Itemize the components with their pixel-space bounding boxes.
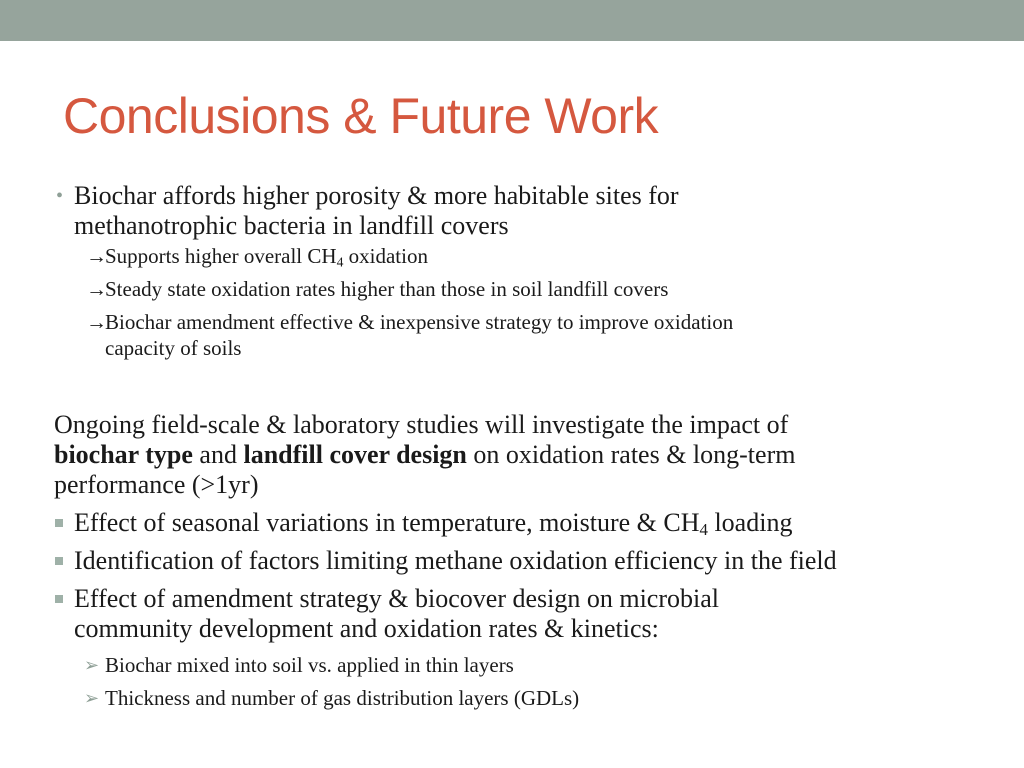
ongoing-paragraph: Ongoing field-scale & laboratory studies will investigate the impact of biochar type and landfill cover design on oxidation rates & long-term performance (>1yr) [54, 410, 796, 499]
list-item: Effect of amendment strategy & biocover design on microbial community development and oxidation rates & kinetics: [54, 584, 1014, 644]
list-sub-item: ➢ Biochar mixed into soil vs. applied in thin layers [84, 653, 514, 677]
sub-bullet-steady-state: → Steady state oxidation rates higher than those in soil landfill covers [86, 277, 669, 301]
bullet-biochar: • Biochar affords higher porosity & more habitable sites for methanotrophic bacteria in landfill covers → Supports higher overall $CH_4$ oxidation → Steady state oxidation rates higher than those in soil landfill covers → Biochar amendment effective & inexpensive strategy to improve oxidation capacity of soils [56, 181, 996, 361]
sub-bullet-amendment: → Biochar amendment effective & inexpensive strategy to improve oxidation capacity of soils [86, 310, 734, 360]
slide-title: Conclusions & Future Work [63, 88, 659, 144]
list-item: Identification of factors limiting methane oxidation efficiency in the field [54, 546, 1014, 576]
sub-bullet-ch4: → Supports higher overall $CH_4$ oxidation [86, 244, 428, 270]
top-bar [0, 0, 1024, 41]
chevron-right-icon: ➢ [84, 688, 100, 708]
right-arrow-icon: → [86, 244, 107, 268]
bullet-dot-icon: • [56, 185, 64, 207]
right-arrow-icon: → [86, 310, 107, 334]
future-work-list [54, 508, 1014, 718]
square-bullet-icon [55, 557, 63, 565]
list-item: Effect of seasonal variations in temperature, moisture & $CH_4$ loading [54, 508, 1014, 538]
list-sub-item: ➢ Thickness and number of gas distribution layers (GDLs) [84, 686, 580, 710]
right-arrow-icon: → [86, 277, 107, 301]
square-bullet-icon [55, 595, 63, 603]
square-bullet-icon [55, 519, 63, 527]
chevron-right-icon: ➢ [84, 655, 100, 675]
